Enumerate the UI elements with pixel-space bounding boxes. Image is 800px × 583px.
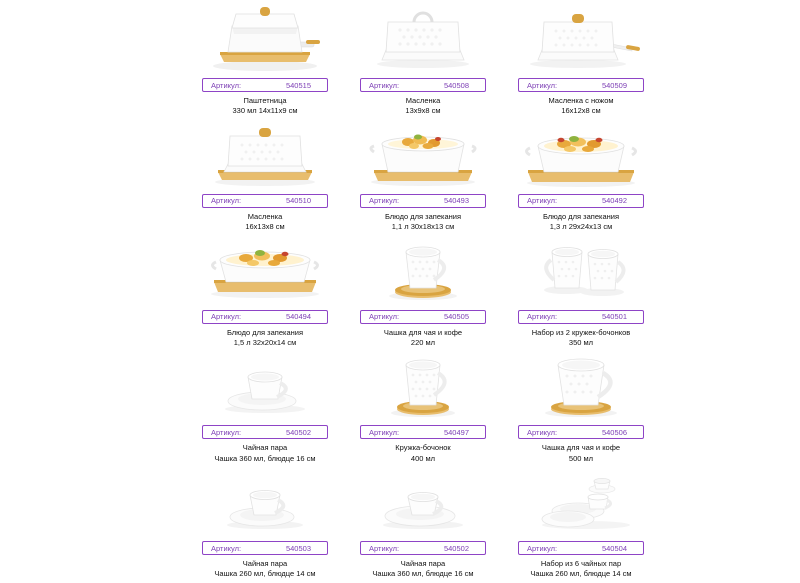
sku-badge [202, 194, 328, 208]
product-image-butter-dish-knife [506, 4, 656, 76]
sku-label: Артикул: [211, 427, 242, 437]
sku-badge [360, 310, 486, 324]
product-image-butter-dish-square-board [190, 4, 340, 76]
sku-label: Артикул: [527, 312, 558, 321]
sku-value: 540502 [443, 543, 469, 553]
product-title: Масленка с ножом [548, 96, 614, 105]
sku-badge [518, 310, 644, 324]
sku-label: Артикул: [211, 312, 242, 321]
product-image-barrel-mug-400 [348, 351, 498, 423]
product-description: 500 мл [568, 453, 594, 463]
product-description: 16х13х8 см [245, 222, 285, 232]
product-image-butter-dish-board [190, 120, 340, 192]
product-description: Чашка 360 мл, блюдце 16 см [372, 569, 474, 579]
product-title: Блюдо для запекания [542, 211, 620, 221]
product-description: 1,5 л 32х20х14 см [233, 337, 297, 347]
sku-value: 540510 [285, 196, 311, 206]
sku-label: Артикул: [369, 196, 400, 206]
product-image-cup-on-coaster [348, 236, 498, 308]
product-image-baking-dish-food-small [348, 120, 498, 192]
product-description: 1,1 л 30х18х13 см [391, 222, 455, 232]
sku-badge [518, 425, 644, 439]
product-card[interactable] [348, 236, 498, 352]
product-card[interactable] [506, 120, 656, 236]
sku-value: 540508 [443, 80, 469, 90]
product-card[interactable] [348, 120, 498, 236]
sku-value: 540497 [443, 427, 469, 437]
product-card[interactable] [190, 467, 340, 583]
product-card[interactable] [506, 351, 656, 467]
product-description: Чашка 360 мл, блюдце 16 см [214, 453, 316, 463]
sku-label: Артикул: [369, 427, 400, 437]
product-image-tea-set-6 [506, 467, 656, 539]
product-title: Чашка для чая и кофе [541, 443, 621, 453]
product-description: 400 мл [410, 453, 436, 463]
sku-badge [360, 541, 486, 555]
product-description: Чашка 260 мл, блюдце 14 см [530, 569, 632, 579]
product-card[interactable] [506, 467, 656, 583]
sku-label: Артикул: [211, 543, 242, 553]
sku-badge [360, 78, 486, 92]
product-description: 350 мл [568, 337, 594, 347]
product-description: 1,3 л 29х24х13 см [549, 222, 613, 232]
sku-badge [202, 310, 328, 324]
product-card[interactable] [190, 120, 340, 236]
sku-value: 540492 [601, 196, 627, 206]
product-description: Чашка 260 мл, блюдце 14 см [214, 569, 316, 579]
sku-label: Артикул: [527, 427, 558, 437]
sku-value: 540504 [601, 543, 627, 553]
product-card[interactable] [348, 4, 498, 120]
product-title: Паштетница [243, 96, 287, 105]
product-title: Масленка [247, 211, 283, 221]
product-description: 16х12х8 см [561, 106, 601, 116]
product-title: Кружка-бочонок [395, 443, 451, 453]
product-card[interactable] [348, 351, 498, 467]
sku-value: 540494 [285, 312, 311, 321]
product-title: Масленка [405, 96, 441, 105]
product-description: 220 мл [410, 337, 436, 347]
product-card[interactable] [190, 236, 340, 352]
sku-value: 540502 [285, 427, 311, 437]
product-image-baking-dish-food-large [190, 236, 340, 308]
sku-value: 540503 [285, 543, 311, 553]
sku-value: 540509 [601, 80, 627, 90]
product-title: Чашка для чая и кофе [383, 327, 463, 337]
sku-label: Артикул: [211, 80, 242, 90]
sku-label: Артикул: [527, 80, 558, 90]
sku-badge [518, 194, 644, 208]
product-image-tea-pair-260 [190, 467, 340, 539]
sku-value: 540505 [443, 312, 469, 321]
sku-value: 540493 [443, 196, 469, 206]
product-title: Чайная пара [242, 559, 288, 568]
product-title: Чайная пара [400, 559, 446, 568]
product-card[interactable] [348, 467, 498, 583]
sku-badge [518, 541, 644, 555]
product-description: 330 мл 14х11х9 см [232, 106, 298, 116]
product-image-big-cup-500 [506, 351, 656, 423]
sku-badge [202, 425, 328, 439]
sku-value: 540506 [601, 427, 627, 437]
sku-label: Артикул: [527, 196, 558, 206]
sku-badge [360, 425, 486, 439]
product-image-tea-pair-360 [190, 351, 340, 423]
product-title: Блюдо для запекания [226, 327, 304, 337]
product-title: Блюдо для запекания [384, 211, 462, 221]
product-image-tea-pair-360-b [348, 467, 498, 539]
product-card[interactable] [190, 351, 340, 467]
product-image-butter-dish-dome [348, 4, 498, 76]
sku-badge [202, 541, 328, 555]
product-title: Чайная пара [242, 443, 288, 453]
product-description: 13х9х8 см [405, 106, 441, 116]
sku-label: Артикул: [369, 80, 400, 90]
sku-label: Артикул: [211, 196, 242, 206]
sku-value: 540501 [601, 312, 627, 321]
sku-badge [518, 78, 644, 92]
product-title: Набор из 2 кружек-бочонков [531, 327, 631, 337]
product-card[interactable] [190, 4, 340, 120]
sku-label: Артикул: [369, 312, 400, 321]
product-card[interactable] [506, 4, 656, 120]
sku-value: 540515 [285, 80, 311, 90]
sku-badge [202, 78, 328, 92]
product-card[interactable] [506, 236, 656, 352]
sku-badge [360, 194, 486, 208]
product-image-baking-dish-food-medium [506, 120, 656, 192]
product-title: Набор из 6 чайных пар [540, 559, 622, 568]
sku-label: Артикул: [369, 543, 400, 553]
sku-label: Артикул: [527, 543, 558, 553]
product-image-two-barrel-mugs [506, 236, 656, 308]
